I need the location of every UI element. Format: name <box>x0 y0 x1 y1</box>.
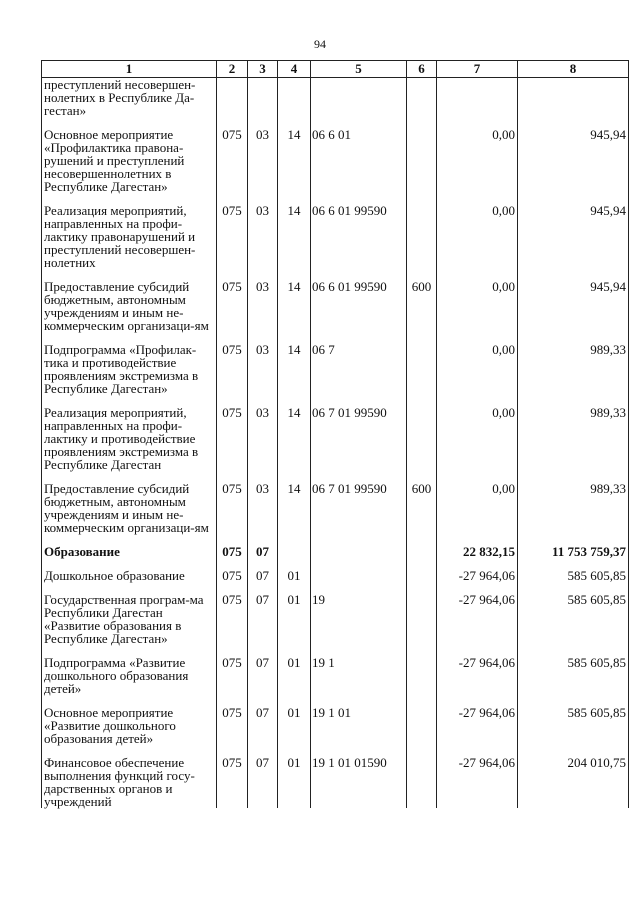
table-row <box>42 593 629 645</box>
cell-target-article: 06 7 01 99590 <box>311 482 407 534</box>
cell-total-amount: 989,33 <box>518 482 629 534</box>
col-header-4: 4 <box>278 61 311 78</box>
cell-subsection: 01 <box>278 706 311 745</box>
cell-total-amount: 585 605,85 <box>518 593 629 645</box>
page-number: 94 <box>314 37 326 51</box>
cell-total-amount: 945,94 <box>518 204 629 269</box>
spacer-cell <box>407 745 437 756</box>
cell-change-amount: 0,00 <box>437 204 518 269</box>
cell-target-article <box>311 78 407 118</box>
cell-name: Предоставление субсидий бюджетным, автономным учреждениям и иным не-коммерческим организаци-ям <box>42 280 217 332</box>
cell-subsection: 14 <box>278 280 311 332</box>
cell-subsection: 01 <box>278 656 311 695</box>
table-row <box>42 569 629 582</box>
cell-section: 07 <box>248 593 278 645</box>
cell-target-article: 19 1 01 01590 <box>311 756 407 808</box>
spacer-cell <box>311 558 407 569</box>
cell-admin-code <box>217 78 248 118</box>
cell-name: Предоставление субсидий бюджетным, автономным учреждениям и иным не-коммерческим организаци-ям <box>42 482 217 534</box>
spacer-cell <box>407 534 437 545</box>
cell-expense-type <box>407 343 437 395</box>
cell-total-amount: 204 010,75 <box>518 756 629 808</box>
row-spacer <box>42 534 629 545</box>
cell-expense-type <box>407 78 437 118</box>
cell-subsection <box>278 545 311 558</box>
cell-section: 03 <box>248 204 278 269</box>
cell-target-article: 06 6 01 <box>311 128 407 193</box>
cell-name: Основное мероприятие «Профилактика правона-рушений и преступлений несовершеннолетних в Республике Дагестан» <box>42 128 217 193</box>
cell-section <box>248 78 278 118</box>
cell-name: Образование <box>42 545 217 558</box>
cell-section: 03 <box>248 406 278 471</box>
table-row <box>42 204 629 269</box>
cell-target-article: 06 7 01 99590 <box>311 406 407 471</box>
cell-admin-code: 075 <box>217 406 248 471</box>
cell-change-amount: -27 964,06 <box>437 656 518 695</box>
cell-admin-code: 075 <box>217 280 248 332</box>
cell-change-amount: -27 964,06 <box>437 706 518 745</box>
cell-name: Финансовое обеспечение выполнения функций госу-дарственных органов и учреждений <box>42 756 217 808</box>
cell-change-amount: 0,00 <box>437 406 518 471</box>
cell-name: Подпрограмма «Развитие дошкольного образования детей» <box>42 656 217 695</box>
cell-section: 03 <box>248 482 278 534</box>
cell-target-article: 19 <box>311 593 407 645</box>
cell-change-amount: 22 832,15 <box>437 545 518 558</box>
spacer-cell <box>407 582 437 593</box>
cell-target-article: 06 7 <box>311 343 407 395</box>
table-row <box>42 406 629 471</box>
table-row <box>42 545 629 558</box>
cell-admin-code: 075 <box>217 756 248 808</box>
cell-total-amount: 945,94 <box>518 280 629 332</box>
cell-target-article: 19 1 <box>311 656 407 695</box>
cell-name: Реализация мероприятий, направленных на профи-лактику и противодействие проявлениям экстремизма в Республике Дагестан <box>42 406 217 471</box>
cell-target-article <box>311 569 407 582</box>
table-row <box>42 280 629 332</box>
cell-change-amount: 0,00 <box>437 280 518 332</box>
col-header-3: 3 <box>248 61 278 78</box>
cell-expense-type <box>407 656 437 695</box>
cell-admin-code: 075 <box>217 545 248 558</box>
cell-total-amount: 585 605,85 <box>518 656 629 695</box>
cell-section: 03 <box>248 280 278 332</box>
cell-total-amount: 989,33 <box>518 406 629 471</box>
cell-change-amount: 0,00 <box>437 128 518 193</box>
cell-subsection: 01 <box>278 593 311 645</box>
cell-section: 03 <box>248 128 278 193</box>
cell-change-amount: -27 964,06 <box>437 593 518 645</box>
spacer-cell <box>407 395 437 406</box>
cell-name: Дошкольное образование <box>42 569 217 582</box>
cell-subsection: 14 <box>278 406 311 471</box>
table-row <box>42 656 629 695</box>
cell-expense-type: 600 <box>407 280 437 332</box>
cell-target-article <box>311 545 407 558</box>
cell-expense-type <box>407 406 437 471</box>
cell-admin-code: 075 <box>217 343 248 395</box>
cell-admin-code: 075 <box>217 569 248 582</box>
cell-change-amount <box>437 78 518 118</box>
col-header-7: 7 <box>437 61 518 78</box>
cell-target-article: 06 6 01 99590 <box>311 204 407 269</box>
col-header-8: 8 <box>518 61 629 78</box>
cell-expense-type <box>407 756 437 808</box>
cell-section: 07 <box>248 569 278 582</box>
spacer-cell <box>407 695 437 706</box>
cell-name: Основное мероприятие «Развитие дошкольного образования детей» <box>42 706 217 745</box>
col-header-6: 6 <box>407 61 437 78</box>
spacer-cell <box>407 117 437 128</box>
spacer-cell <box>278 534 311 545</box>
table-row <box>42 756 629 808</box>
table-row <box>42 78 629 118</box>
cell-admin-code: 075 <box>217 656 248 695</box>
cell-total-amount: 585 605,85 <box>518 569 629 582</box>
spacer-cell <box>407 645 437 656</box>
col-header-1: 1 <box>42 61 217 78</box>
cell-change-amount: 0,00 <box>437 482 518 534</box>
cell-total-amount: 11 753 759,37 <box>518 545 629 558</box>
cell-section: 07 <box>248 545 278 558</box>
cell-expense-type: 600 <box>407 482 437 534</box>
cell-change-amount: 0,00 <box>437 343 518 395</box>
cell-expense-type <box>407 706 437 745</box>
cell-total-amount: 989,33 <box>518 343 629 395</box>
cell-subsection <box>278 78 311 118</box>
table-row <box>42 706 629 745</box>
table-row <box>42 128 629 193</box>
cell-total-amount: 585 605,85 <box>518 706 629 745</box>
header-row <box>42 61 629 78</box>
cell-change-amount: -27 964,06 <box>437 569 518 582</box>
cell-subsection: 14 <box>278 482 311 534</box>
cell-admin-code: 075 <box>217 593 248 645</box>
cell-subsection: 14 <box>278 204 311 269</box>
cell-expense-type <box>407 128 437 193</box>
cell-expense-type <box>407 593 437 645</box>
table-row <box>42 482 629 534</box>
cell-total-amount: 945,94 <box>518 128 629 193</box>
cell-name: Подпрограмма «Профилак-тика и противодействие проявлениям экстремизма в Республике Дагестан» <box>42 343 217 395</box>
cell-name: Государственная програм-ма Республики Дагестан «Развитие образования в Республике Дагестан» <box>42 593 217 645</box>
cell-section: 07 <box>248 706 278 745</box>
spacer-cell <box>407 558 437 569</box>
cell-expense-type <box>407 204 437 269</box>
cell-subsection: 14 <box>278 128 311 193</box>
cell-section: 07 <box>248 756 278 808</box>
cell-change-amount: -27 964,06 <box>437 756 518 808</box>
cell-total-amount <box>518 78 629 118</box>
cell-section: 07 <box>248 656 278 695</box>
cell-subsection: 01 <box>278 756 311 808</box>
cell-expense-type <box>407 545 437 558</box>
spacer-cell <box>407 193 437 204</box>
cell-section: 03 <box>248 343 278 395</box>
cell-subsection: 14 <box>278 343 311 395</box>
cell-name: преступлений несовершен-нолетних в Республике Да-гестан» <box>42 78 217 118</box>
cell-target-article: 19 1 01 <box>311 706 407 745</box>
cell-admin-code: 075 <box>217 706 248 745</box>
cell-subsection: 01 <box>278 569 311 582</box>
budget-table <box>41 60 629 808</box>
col-header-5: 5 <box>311 61 407 78</box>
table-row <box>42 343 629 395</box>
cell-target-article: 06 6 01 99590 <box>311 280 407 332</box>
cell-expense-type <box>407 569 437 582</box>
cell-admin-code: 075 <box>217 128 248 193</box>
spacer-cell <box>311 534 407 545</box>
cell-name: Реализация мероприятий, направленных на профи-лактику правонарушений и преступлений несовершен-нолетних <box>42 204 217 269</box>
cell-admin-code: 075 <box>217 482 248 534</box>
spacer-cell <box>407 332 437 343</box>
col-header-2: 2 <box>217 61 248 78</box>
cell-admin-code: 075 <box>217 204 248 269</box>
